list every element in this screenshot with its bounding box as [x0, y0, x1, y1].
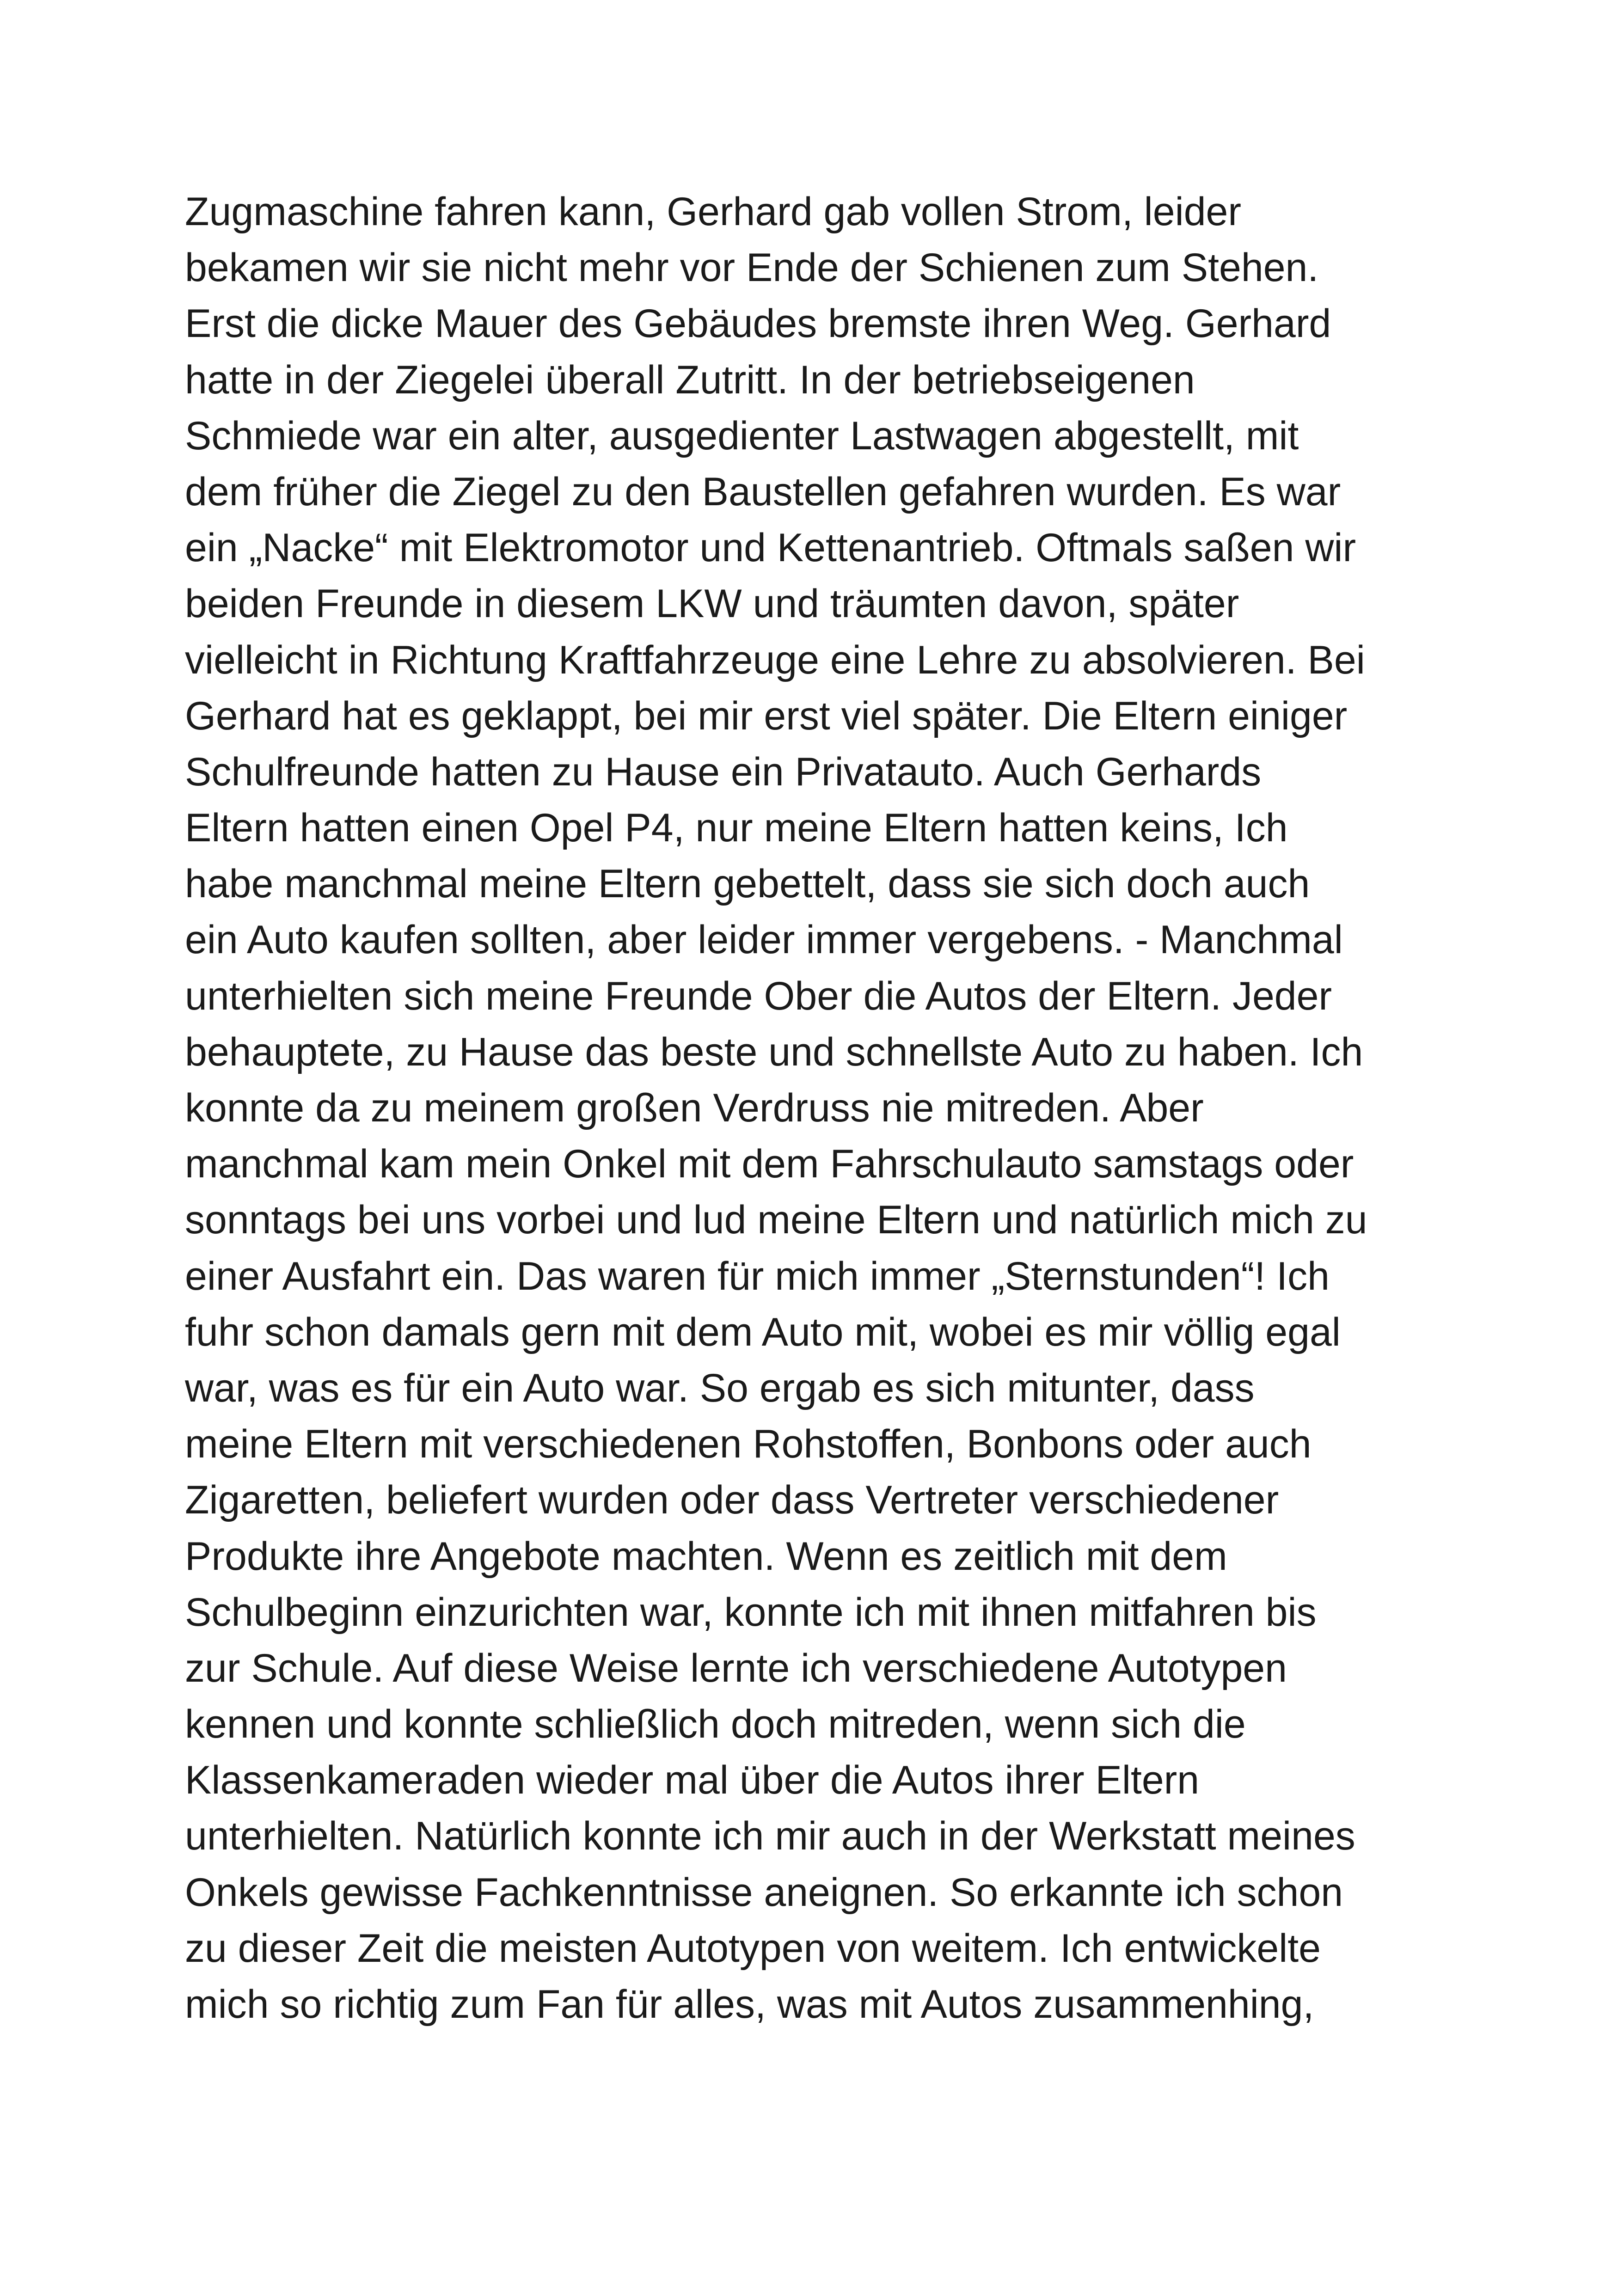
text-line: Produkte ihre Angebote machten. Wenn es zeitlich mit dem [185, 1534, 1227, 1579]
text-line: zu dieser Zeit die meisten Autotypen von weitem. Ich entwickelte [185, 1926, 1321, 1971]
text-line: kennen und konnte schließlich doch mitreden, wenn sich die [185, 1702, 1246, 1747]
text-line: Klassenkameraden wieder mal über die Autos ihrer Eltern [185, 1758, 1200, 1803]
text-line: dem früher die Ziegel zu den Baustellen gefahren wurden. Es war [185, 469, 1341, 514]
text-line: ein „Nacke“ mit Elektromotor und Kettenantrieb. Oftmals saßen wir [185, 526, 1356, 570]
text-line: beiden Freunde in diesem LKW und träumten davon, später [185, 582, 1239, 626]
text-line: Zigaretten, beliefert wurden oder dass Vertreter verschiedener [185, 1478, 1279, 1523]
text-line: Zugmaschine fahren kann, Gerhard gab vollen Strom, leider [185, 190, 1242, 234]
text-line: meine Eltern mit verschiedenen Rohstoffen, Bonbons oder auch [185, 1422, 1312, 1467]
text-line: unterhielten. Natürlich konnte ich mir auch in der Werkstatt meines [185, 1814, 1355, 1859]
text-line: habe manchmal meine Eltern gebettelt, dass sie sich doch auch [185, 862, 1310, 906]
text-line: Eltern hatten einen Opel P4, nur meine Eltern hatten keins, Ich [185, 806, 1288, 851]
text-line: ein Auto kaufen sollten, aber leider immer vergebens. - Manchmal [185, 918, 1343, 962]
text-line: sonntags bei uns vorbei und lud meine Eltern und natürlich mich zu [185, 1198, 1367, 1243]
text-line: Gerhard hat es geklappt, bei mir erst viel später. Die Eltern einiger [185, 693, 1348, 738]
text-line: vielleicht in Richtung Kraftfahrzeuge eine Lehre zu absolvieren. Bei [185, 637, 1365, 682]
text-line: Onkels gewisse Fachkenntnisse aneignen. So erkannte ich schon [185, 1870, 1343, 1915]
body-text [185, 184, 1526, 2033]
text-line: manchmal kam mein Onkel mit dem Fahrschulauto samstags oder [185, 1142, 1354, 1187]
text-line: Schmiede war ein alter, ausgedienter Lastwagen abgestellt, mit [185, 413, 1299, 458]
text-line: hatte in der Ziegelei überall Zutritt. In der betriebseigenen [185, 357, 1195, 402]
text-line: einer Ausfahrt ein. Das waren für mich immer „Sternstunden“! Ich [185, 1254, 1330, 1298]
text-line: konnte da zu meinem großen Verdruss nie mitreden. Aber [185, 1086, 1204, 1130]
text-line: behauptete, zu Hause das beste und schnellste Auto zu haben. Ich [185, 1029, 1363, 1074]
text-line: unterhielten sich meine Freunde Ober die Autos der Eltern. Jeder [185, 974, 1332, 1018]
text-line: Schulfreunde hatten zu Hause ein Privatauto. Auch Gerhards [185, 749, 1262, 794]
text-line: mich so richtig zum Fan für alles, was mit Autos zusammenhing, [185, 1982, 1314, 2027]
text-line: war, was es für ein Auto war. So ergab es sich mitunter, dass [185, 1365, 1255, 1410]
text-line: Erst die dicke Mauer des Gebäudes bremste ihren Weg. Gerhard [185, 301, 1331, 346]
text-line: Schulbeginn einzurichten war, konnte ich mit ihnen mitfahren bis [185, 1590, 1317, 1635]
text-line: zur Schule. Auf diese Weise lernte ich verschiedene Autotypen [185, 1646, 1287, 1690]
text-line: fuhr schon damals gern mit dem Auto mit, wobei es mir völlig egal [185, 1310, 1341, 1354]
text-line: bekamen wir sie nicht mehr vor Ende der Schienen zum Stehen. [185, 245, 1319, 290]
